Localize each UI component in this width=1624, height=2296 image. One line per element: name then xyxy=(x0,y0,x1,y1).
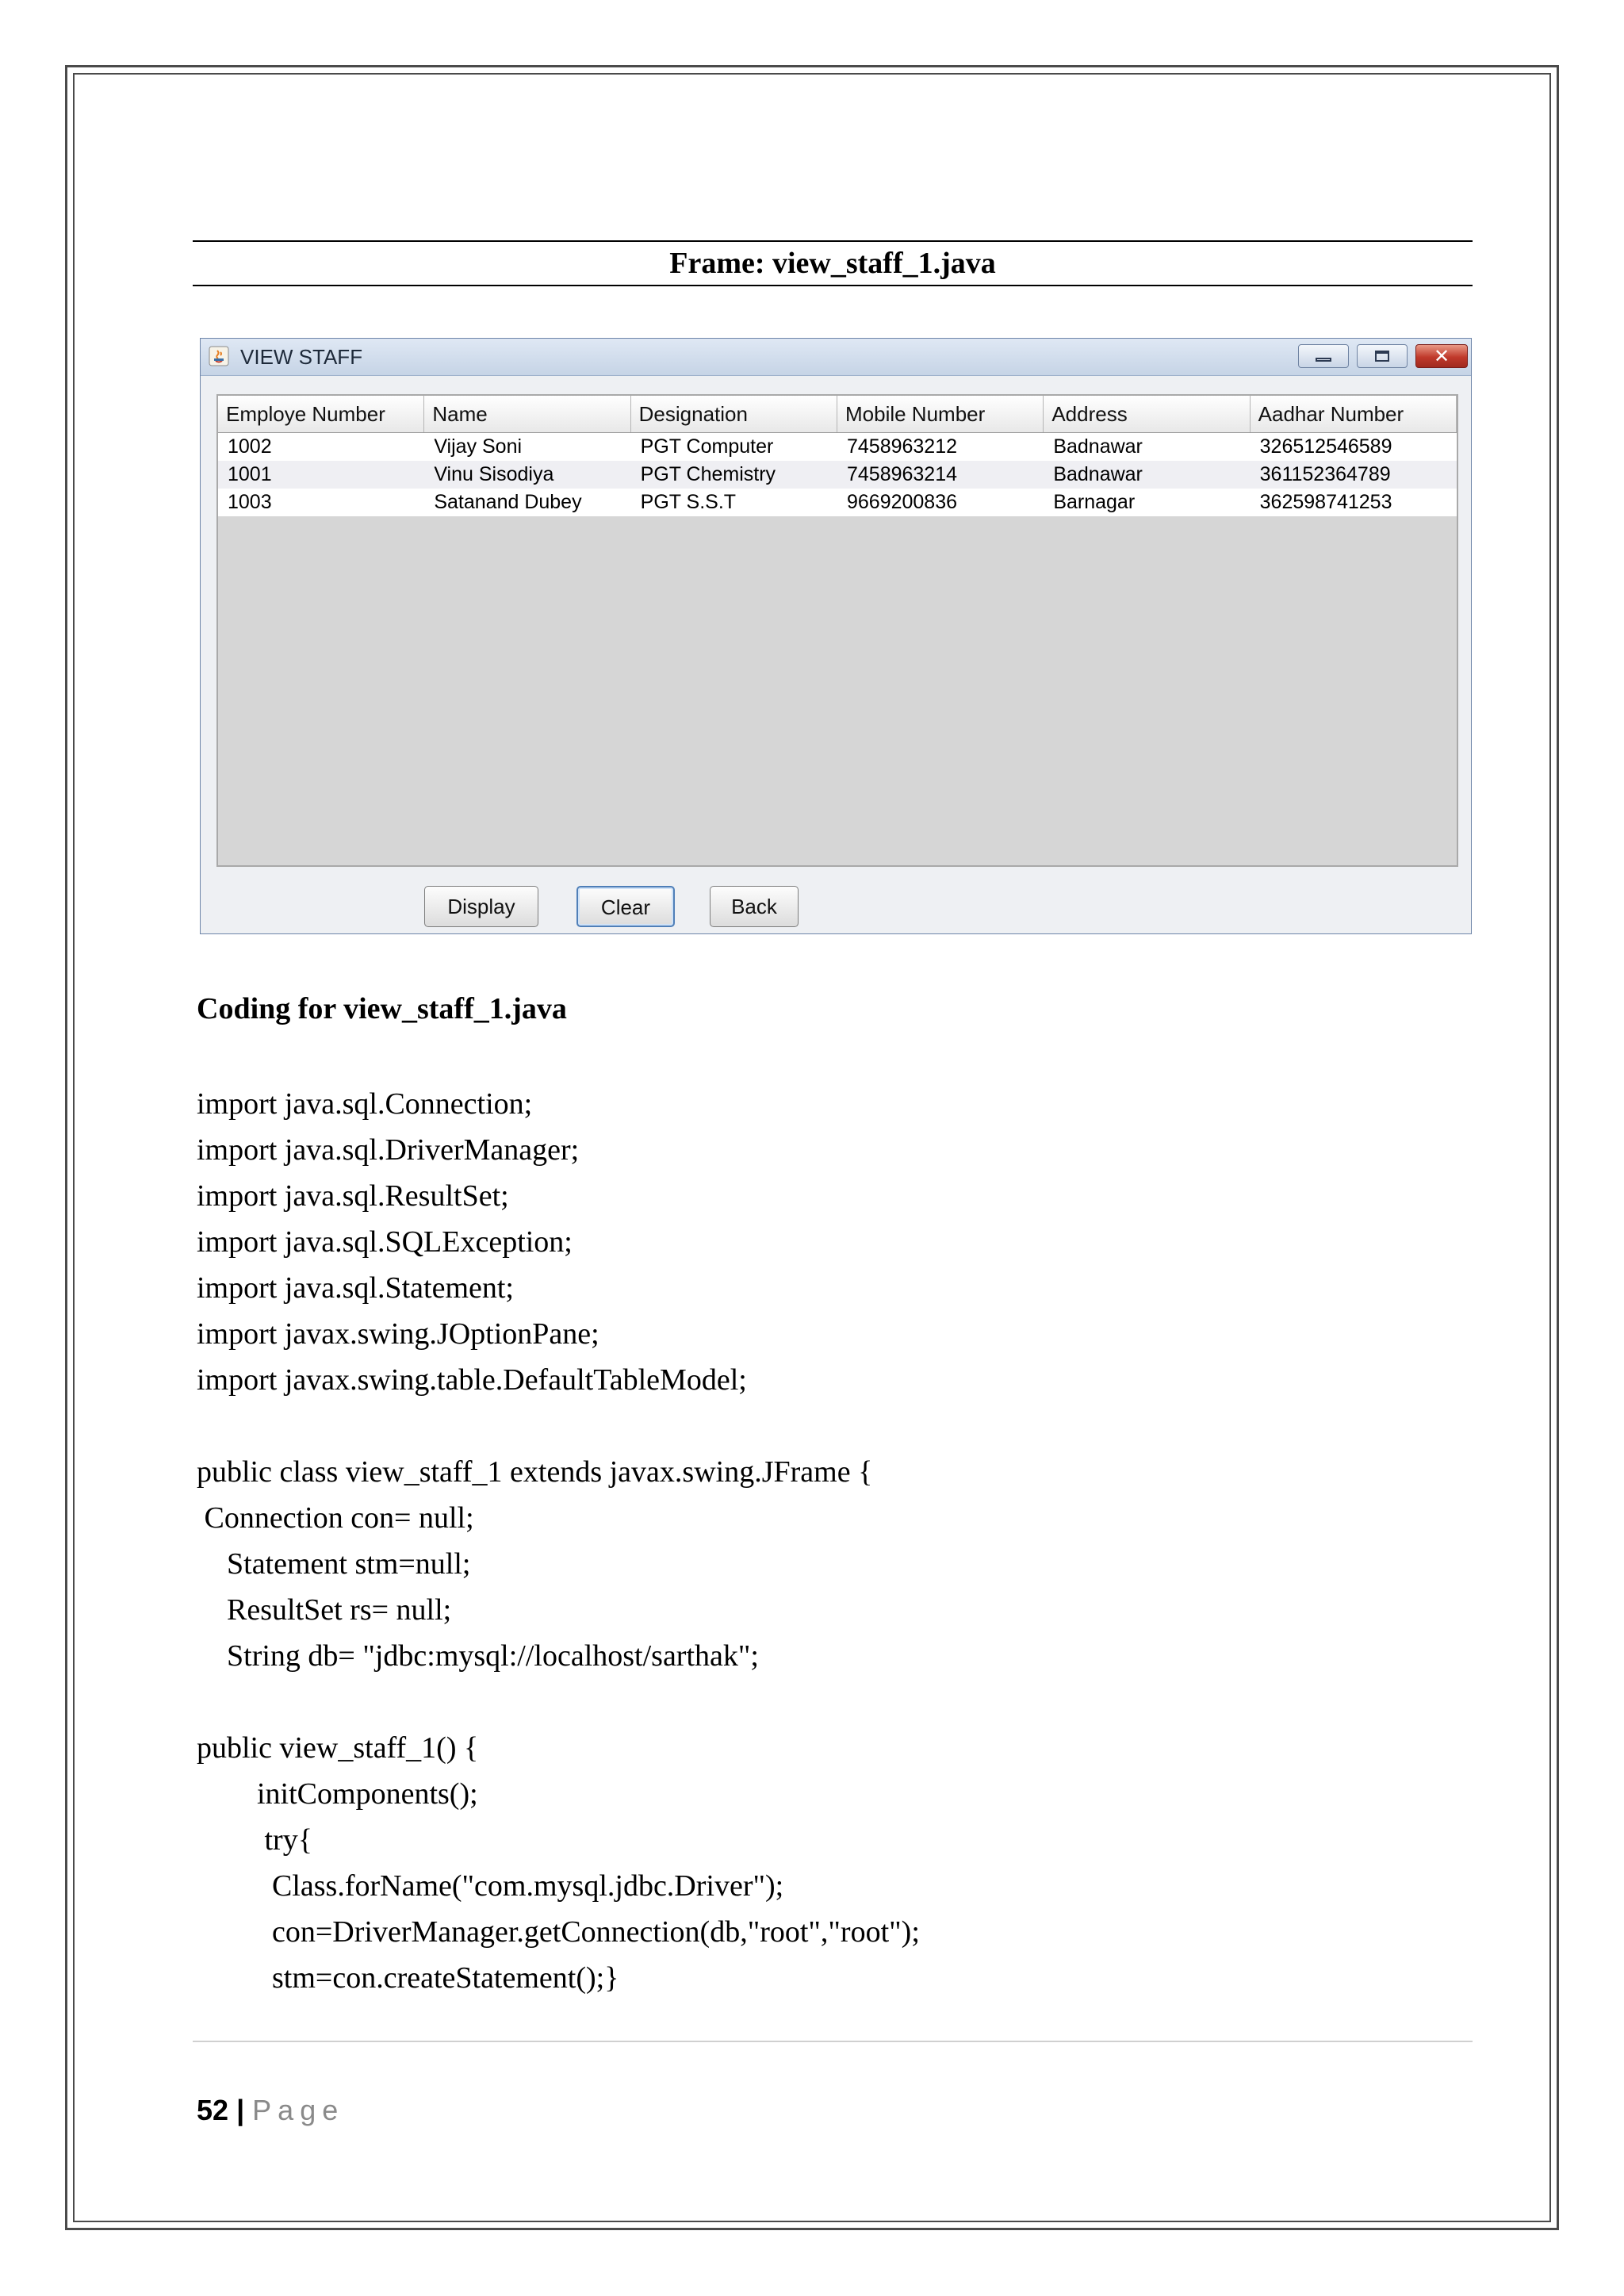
code-line: public view_staff_1() { xyxy=(197,1731,479,1765)
column-header[interactable]: Designation xyxy=(631,396,837,432)
table-cell: 326512546589 xyxy=(1259,435,1392,458)
code-line: initComponents(); xyxy=(197,1777,478,1811)
back-button[interactable]: Back xyxy=(710,886,799,927)
page-separator: | xyxy=(236,2094,245,2126)
code-line xyxy=(197,1679,1465,1725)
column-header[interactable]: Aadhar Number xyxy=(1251,396,1457,432)
table-header xyxy=(218,396,1457,433)
maximize-icon xyxy=(1375,351,1389,362)
code-line: Class.forName("com.mysql.jdbc.Driver"); xyxy=(197,1869,784,1903)
code-line: import javax.swing.JOptionPane; xyxy=(197,1317,599,1351)
maximize-button[interactable] xyxy=(1357,344,1408,368)
page-footer xyxy=(197,2094,344,2127)
code-line: import java.sql.SQLException; xyxy=(197,1225,573,1259)
window-title: VIEW STAFF xyxy=(240,345,363,369)
code-line: Statement stm=null; xyxy=(197,1547,471,1581)
code-heading: Coding for view_staff_1.java xyxy=(197,992,567,1025)
minimize-icon xyxy=(1316,358,1331,362)
column-header[interactable]: Mobile Number xyxy=(837,396,1044,432)
code-line: import java.sql.DriverManager; xyxy=(197,1133,580,1167)
code-line xyxy=(197,1403,1465,1449)
code-listing xyxy=(197,1081,1465,2001)
table-cell: PGT Chemistry xyxy=(640,463,776,485)
close-icon: ✕ xyxy=(1433,345,1450,367)
code-line: con=DriverManager.getConnection(db,"root","root"); xyxy=(197,1915,920,1949)
table-cell: 1003 xyxy=(228,491,272,513)
code-line: stm=con.createStatement();} xyxy=(197,1961,619,1995)
code-line: import java.sql.Statement; xyxy=(197,1271,514,1305)
column-header[interactable]: Name xyxy=(424,396,630,432)
minimize-button[interactable] xyxy=(1298,344,1349,368)
code-line: import java.sql.ResultSet; xyxy=(197,1179,509,1213)
table-cell: 1001 xyxy=(228,463,272,485)
display-button[interactable]: Display xyxy=(424,886,538,927)
column-header[interactable]: Employe Number xyxy=(218,396,424,432)
footer-divider xyxy=(193,2041,1473,2042)
table-cell: Satanand Dubey xyxy=(434,491,582,513)
table-cell: 9669200836 xyxy=(846,491,958,513)
table-cell: 1002 xyxy=(228,435,272,458)
staff-table[interactable] xyxy=(216,394,1458,867)
table-cell: 7458963214 xyxy=(846,463,958,485)
window-titlebar[interactable] xyxy=(201,339,1471,376)
view-staff-window xyxy=(200,338,1472,934)
table-cell: 361152364789 xyxy=(1259,463,1391,485)
code-line: ResultSet rs= null; xyxy=(197,1593,452,1627)
code-line: String db= "jdbc:mysql://localhost/sarthak"; xyxy=(197,1639,759,1673)
table-row[interactable] xyxy=(218,489,1457,516)
code-line: try{ xyxy=(197,1823,312,1857)
table-cell: PGT Computer xyxy=(640,435,774,458)
close-button[interactable] xyxy=(1415,344,1468,368)
table-cell: Badnawar xyxy=(1053,463,1143,485)
page-label: Page xyxy=(252,2094,345,2126)
table-cell: Vijay Soni xyxy=(434,435,523,458)
table-cell: Barnagar xyxy=(1053,491,1136,513)
frame-caption: Frame: view_staff_1.java xyxy=(193,240,1473,286)
page-number: 52 xyxy=(197,2094,229,2126)
code-line: import java.sql.Connection; xyxy=(197,1087,533,1121)
table-cell: Badnawar xyxy=(1053,435,1143,458)
code-line: Connection con= null; xyxy=(197,1501,474,1535)
table-row[interactable] xyxy=(218,433,1457,461)
column-header[interactable]: Address xyxy=(1044,396,1250,432)
table-cell: PGT S.S.T xyxy=(640,491,737,513)
table-cell: 362598741253 xyxy=(1259,491,1392,513)
table-row[interactable] xyxy=(218,461,1457,489)
table-cell: 7458963212 xyxy=(846,435,958,458)
java-app-icon xyxy=(209,346,229,366)
code-line: import javax.swing.table.DefaultTableModel; xyxy=(197,1363,747,1397)
table-cell: Vinu Sisodiya xyxy=(434,463,554,485)
code-line: public class view_staff_1 extends javax.swing.JFrame { xyxy=(197,1455,873,1489)
clear-button[interactable]: Clear xyxy=(576,886,675,927)
